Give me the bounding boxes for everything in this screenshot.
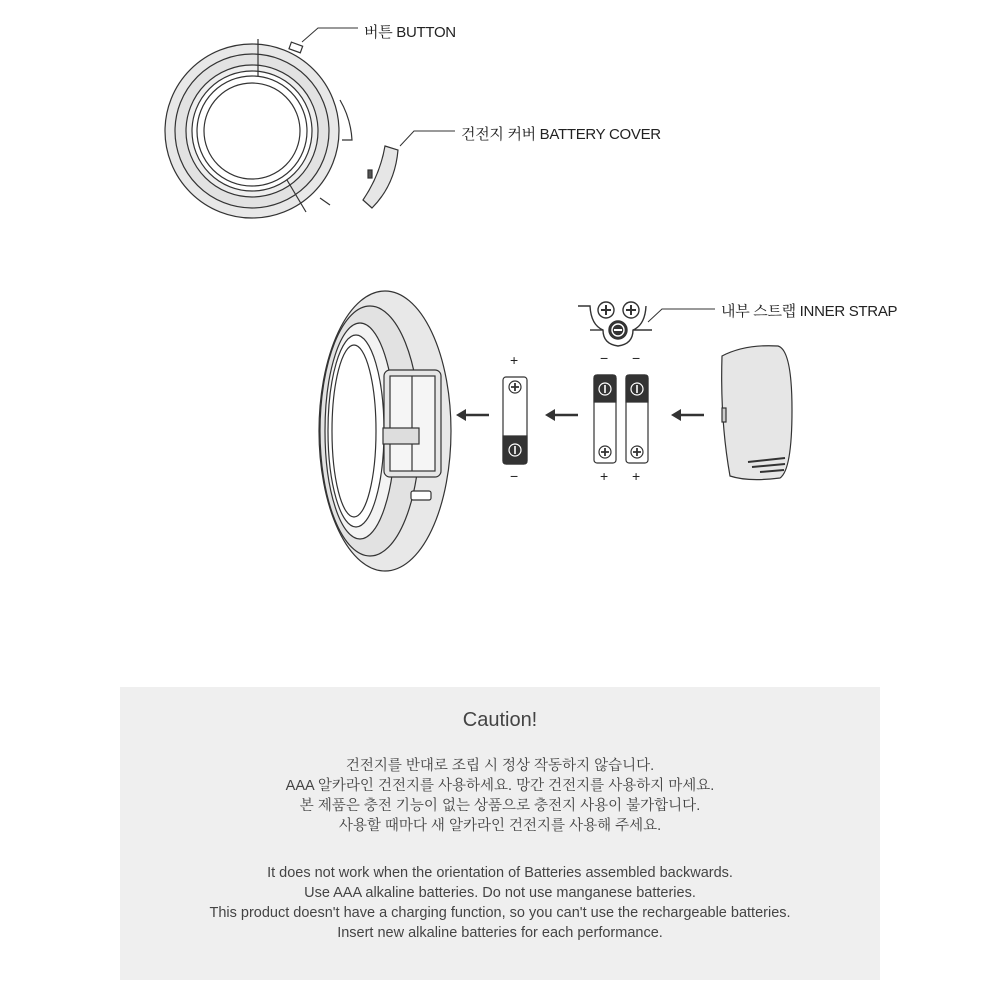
battery-cover-label: 건전지 커버 BATTERY COVER <box>461 126 661 143</box>
polarity-minus: − <box>600 350 608 366</box>
polarity-plus: + <box>510 352 518 368</box>
caution-panel <box>120 687 880 980</box>
button-label: 버튼 BUTTON <box>364 24 456 41</box>
caution-line: AAA 알카라인 건전지를 사용하세요. 망간 건전지를 사용하지 마세요. <box>285 778 715 794</box>
battery-cover-callout <box>400 131 455 146</box>
caution-line: It does not work when the orientation of Batteries assembled backwards. <box>267 865 733 881</box>
battery-pair <box>594 375 648 463</box>
battery-cover-side <box>722 346 792 480</box>
caution-line: 본 제품은 충전 기능이 없는 상품으로 충전지 사용이 불가합니다. <box>299 798 701 814</box>
caution-english <box>120 863 880 943</box>
caution-line: Insert new alkaline batteries for each performance. <box>337 925 663 941</box>
polarity-plus: + <box>632 468 640 484</box>
polarity-minus: − <box>632 350 640 366</box>
caution-line: 사용할 때마다 새 알카라인 건전지를 사용해 주세요. <box>338 818 662 834</box>
battery-single <box>503 377 527 464</box>
battery-cover-piece <box>363 146 398 208</box>
polarity-minus: − <box>510 468 518 484</box>
inner-strap-callout <box>648 309 715 322</box>
polarity-plus: + <box>600 468 608 484</box>
arrow-icon <box>545 409 578 421</box>
arrow-icon <box>671 409 704 421</box>
button-callout <box>302 28 358 42</box>
arrow-icon <box>456 409 489 421</box>
caution-line: This product doesn't have a charging function, so you can't use the rechargeable batteries. <box>209 905 791 921</box>
caution-line: 건전지를 반대로 조립 시 정상 작동하지 않습니다. <box>345 758 655 774</box>
caution-line: Use AAA alkaline batteries. Do not use manganese batteries. <box>304 885 696 901</box>
inner-strap-icon <box>578 302 652 346</box>
caution-title: Caution! <box>462 709 538 731</box>
ring-front-view <box>165 39 352 218</box>
inner-strap-label: 내부 스트랩 INNER STRAP <box>721 303 898 320</box>
caution-korean <box>120 756 880 836</box>
ring-side-view <box>319 291 451 571</box>
